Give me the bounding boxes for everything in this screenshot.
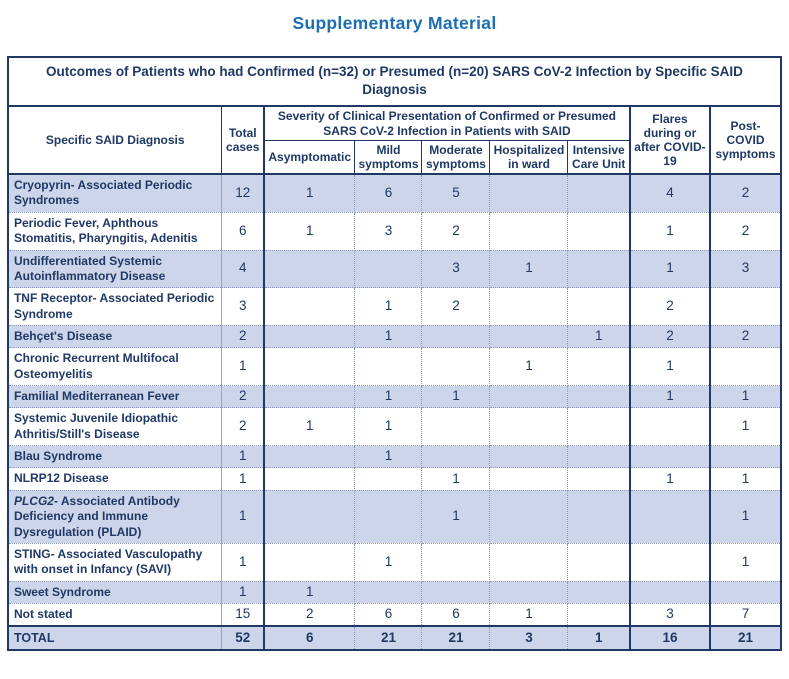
value-cell: 1	[264, 581, 355, 603]
value-cell: 2	[630, 288, 710, 326]
value-cell	[490, 325, 568, 347]
value-cell: 1	[222, 348, 264, 386]
value-cell: 2	[222, 325, 264, 347]
header-mild-symptoms: Mild symptoms	[355, 140, 422, 174]
value-cell: 1	[422, 386, 490, 408]
table-row	[8, 174, 781, 212]
diagnosis-cell: STING- Associated Vasculopathy with onset in Infancy (SAVI)	[8, 543, 222, 581]
value-cell	[630, 408, 710, 446]
table-caption: Outcomes of Patients who had Confirmed (n=32) or Presumed (n=20) SARS CoV-2 Infection by Specific SAID Diagnosis	[8, 57, 781, 106]
value-cell: 1	[490, 603, 568, 626]
value-cell: 1	[355, 386, 422, 408]
diagnosis-cell: Blau Syndrome	[8, 446, 222, 468]
value-cell: 1	[422, 468, 490, 490]
value-cell: 1	[422, 490, 490, 543]
value-cell: 1	[355, 408, 422, 446]
value-cell	[490, 288, 568, 326]
value-cell: 1	[630, 386, 710, 408]
value-cell: 2	[422, 288, 490, 326]
table-row	[8, 446, 781, 468]
value-cell: 2	[710, 325, 781, 347]
value-cell	[568, 446, 630, 468]
value-cell: 2	[710, 212, 781, 250]
diagnosis-cell: Undifferentiated Systemic Autoinflammatory Disease	[8, 250, 222, 288]
diagnosis-cell: Behçet's Disease	[8, 325, 222, 347]
header-diagnosis: Specific SAID Diagnosis	[8, 106, 222, 174]
value-cell: 3	[422, 250, 490, 288]
value-cell	[568, 490, 630, 543]
value-cell	[355, 250, 422, 288]
value-cell	[568, 386, 630, 408]
value-cell: 1	[710, 408, 781, 446]
value-cell	[422, 325, 490, 347]
value-cell: 1	[355, 446, 422, 468]
value-cell	[422, 543, 490, 581]
value-cell: 3	[355, 212, 422, 250]
value-cell: 4	[222, 250, 264, 288]
value-cell: 3	[490, 626, 568, 650]
header-post-covid: Post-COVID symptoms	[710, 106, 781, 174]
value-cell	[422, 408, 490, 446]
value-cell	[568, 543, 630, 581]
value-cell: 1	[630, 468, 710, 490]
value-cell: 1	[355, 288, 422, 326]
value-cell	[264, 325, 355, 347]
value-cell	[422, 446, 490, 468]
header-severity-group: Severity of Clinical Presentation of Confirmed or Presumed SARS CoV-2 Infection in Patients with SAID	[264, 106, 630, 140]
value-cell	[355, 468, 422, 490]
value-cell	[264, 543, 355, 581]
table-row	[8, 468, 781, 490]
diagnosis-cell: NLRP12 Disease	[8, 468, 222, 490]
value-cell: 6	[222, 212, 264, 250]
table-row	[8, 212, 781, 250]
diagnosis-cell: Cryopyrin- Associated Periodic Syndromes	[8, 174, 222, 212]
value-cell: 1	[222, 581, 264, 603]
value-cell	[630, 543, 710, 581]
table-row	[8, 325, 781, 347]
value-cell: 1	[264, 174, 355, 212]
value-cell	[422, 581, 490, 603]
value-cell	[490, 408, 568, 446]
diagnosis-cell: Not stated	[8, 603, 222, 626]
diagnosis-cell: Sweet Syndrome	[8, 581, 222, 603]
value-cell	[264, 490, 355, 543]
value-cell: 3	[710, 250, 781, 288]
diagnosis-cell: Systemic Juvenile Idiopathic Athritis/Still's Disease	[8, 408, 222, 446]
header-total-cases: Total cases	[222, 106, 264, 174]
diagnosis-cell: TOTAL	[8, 626, 222, 650]
value-cell: 1	[710, 386, 781, 408]
value-cell	[710, 348, 781, 386]
value-cell: 1	[710, 490, 781, 543]
value-cell: 4	[630, 174, 710, 212]
value-cell: 2	[630, 325, 710, 347]
value-cell	[490, 581, 568, 603]
value-cell: 1	[355, 325, 422, 347]
value-cell: 6	[422, 603, 490, 626]
value-cell: 1	[490, 250, 568, 288]
table-row	[8, 490, 781, 543]
value-cell	[264, 250, 355, 288]
value-cell	[264, 348, 355, 386]
value-cell: 3	[222, 288, 264, 326]
table-row	[8, 386, 781, 408]
value-cell: 2	[222, 408, 264, 446]
value-cell: 1	[490, 348, 568, 386]
value-cell: 52	[222, 626, 264, 650]
value-cell: 21	[422, 626, 490, 650]
value-cell	[568, 408, 630, 446]
table-body	[8, 174, 781, 650]
value-cell: 6	[264, 626, 355, 650]
value-cell: 1	[222, 490, 264, 543]
value-cell	[490, 174, 568, 212]
value-cell	[568, 250, 630, 288]
value-cell	[490, 543, 568, 581]
value-cell	[264, 288, 355, 326]
value-cell	[355, 581, 422, 603]
value-cell: 3	[630, 603, 710, 626]
value-cell	[264, 386, 355, 408]
value-cell	[490, 490, 568, 543]
caption-row	[8, 57, 781, 106]
value-cell	[568, 174, 630, 212]
value-cell	[710, 581, 781, 603]
value-cell	[264, 468, 355, 490]
value-cell: 1	[222, 446, 264, 468]
value-cell	[490, 468, 568, 490]
value-cell	[355, 490, 422, 543]
value-cell: 1	[630, 250, 710, 288]
value-cell: 6	[355, 603, 422, 626]
table-row	[8, 288, 781, 326]
value-cell: 7	[710, 603, 781, 626]
value-cell	[630, 490, 710, 543]
value-cell	[568, 212, 630, 250]
value-cell	[355, 348, 422, 386]
value-cell	[490, 386, 568, 408]
value-cell: 1	[355, 543, 422, 581]
table-row	[8, 408, 781, 446]
value-cell: 1	[568, 626, 630, 650]
value-cell: 1	[222, 468, 264, 490]
diagnosis-cell: PLCG2- Associated Antibody Deficiency and Immune Dysregulation (PLAID)	[8, 490, 222, 543]
header-intensive-care-unit: Intensive Care Unit	[568, 140, 630, 174]
value-cell: 1	[264, 408, 355, 446]
header-row-1	[8, 106, 781, 140]
table-row	[8, 250, 781, 288]
diagnosis-cell: TNF Receptor- Associated Periodic Syndrome	[8, 288, 222, 326]
value-cell: 21	[710, 626, 781, 650]
value-cell: 1	[222, 543, 264, 581]
value-cell	[630, 581, 710, 603]
diagnosis-cell: Familial Mediterranean Fever	[8, 386, 222, 408]
value-cell: 2	[710, 174, 781, 212]
value-cell: 6	[355, 174, 422, 212]
outcomes-table	[7, 56, 782, 651]
value-cell	[568, 288, 630, 326]
value-cell: 16	[630, 626, 710, 650]
value-cell	[490, 446, 568, 468]
value-cell	[710, 446, 781, 468]
value-cell: 1	[630, 348, 710, 386]
header-moderate-symptoms: Moderate symptoms	[422, 140, 490, 174]
value-cell	[568, 348, 630, 386]
value-cell: 12	[222, 174, 264, 212]
value-cell	[264, 446, 355, 468]
diagnosis-cell: Periodic Fever, Aphthous Stomatitis, Pharyngitis, Adenitis	[8, 212, 222, 250]
diagnosis-cell: Chronic Recurrent Multifocal Osteomyelitis	[8, 348, 222, 386]
table-row	[8, 626, 781, 650]
header-asymptomatic: Asymptomatic	[264, 140, 355, 174]
value-cell: 1	[710, 468, 781, 490]
table-header	[8, 57, 781, 174]
value-cell	[630, 446, 710, 468]
value-cell	[568, 468, 630, 490]
table-row	[8, 543, 781, 581]
value-cell: 2	[422, 212, 490, 250]
value-cell: 1	[568, 325, 630, 347]
header-flares: Flares during or after COVID-19	[630, 106, 710, 174]
value-cell: 21	[355, 626, 422, 650]
value-cell: 15	[222, 603, 264, 626]
value-cell	[422, 348, 490, 386]
table-row	[8, 581, 781, 603]
value-cell: 1	[264, 212, 355, 250]
value-cell	[710, 288, 781, 326]
value-cell: 1	[630, 212, 710, 250]
value-cell	[568, 603, 630, 626]
value-cell: 1	[710, 543, 781, 581]
page-title: Supplementary Material	[292, 13, 497, 33]
value-cell: 2	[222, 386, 264, 408]
value-cell: 2	[264, 603, 355, 626]
value-cell	[490, 212, 568, 250]
header-hospitalized-ward: Hospitalized in ward	[490, 140, 568, 174]
table-row	[8, 348, 781, 386]
value-cell	[568, 581, 630, 603]
table-row	[8, 603, 781, 626]
value-cell: 5	[422, 174, 490, 212]
